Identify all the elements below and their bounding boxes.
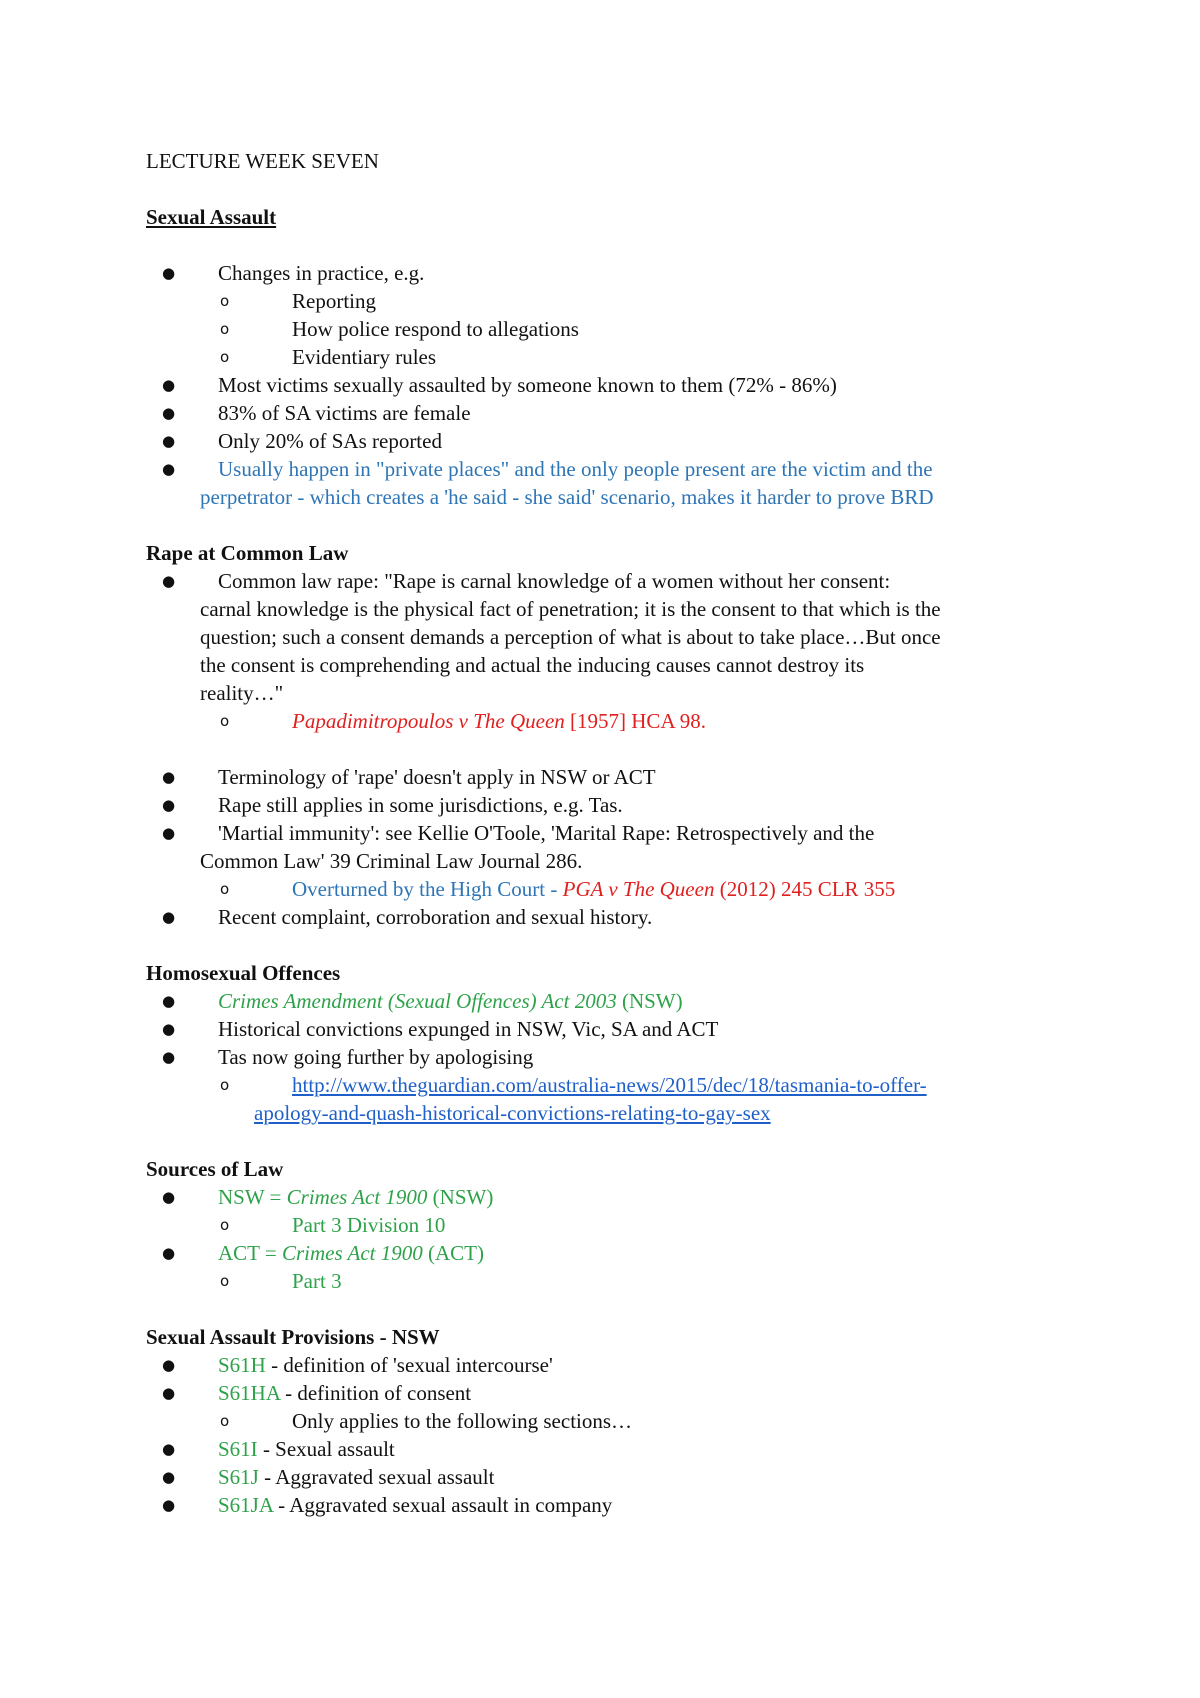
case-name: Papadimitropoulos v The Queen <box>292 709 565 733</box>
sub-list-item-link <box>146 1071 1086 1099</box>
circle-bullet-icon: o <box>220 1412 230 1430</box>
list-item: ● Changes in practice, e.g. <box>162 261 425 285</box>
circle-bullet-icon: o <box>220 1216 230 1234</box>
bullet-icon: ● <box>162 992 176 1010</box>
section-code: S61J <box>218 1465 259 1489</box>
circle-bullet-icon: o <box>220 880 230 898</box>
list-item: ● Common law rape: "Rape is carnal knowledge of a women without her consent: <box>162 569 891 593</box>
section-code: S61I <box>218 1437 258 1461</box>
bullet-icon: ● <box>162 376 176 394</box>
circle-bullet-icon: o <box>220 320 230 338</box>
circle-bullet-icon: o <box>220 292 230 310</box>
act-name: Crimes Act 1900 <box>281 1241 423 1265</box>
circle-bullet-icon: o <box>220 1076 230 1094</box>
list-item: ● Recent complaint, corroboration and sexual history. <box>162 905 653 929</box>
circle-bullet-icon: o <box>220 1272 230 1290</box>
circle-bullet-icon: o <box>220 712 230 730</box>
section-code: S61H <box>218 1353 266 1377</box>
list-item-continued: the consent is comprehending and actual the inducing causes cannot destroy its <box>200 653 865 677</box>
bullet-icon: ● <box>162 768 176 786</box>
section-heading-sources-of-law: Sources of Law <box>146 1157 284 1181</box>
list-item-continued: carnal knowledge is the physical fact of penetration; it is the consent to that which is the <box>200 597 941 621</box>
list-item-provision: ● S61JA - Aggravated sexual assault in company <box>162 1493 613 1517</box>
list-item-continued: question; such a consent demands a perception of what is about to take place…But once <box>200 625 941 649</box>
guardian-article-link-continued[interactable]: apology-and-quash-historical-convictions-relating-to-gay-sex <box>254 1101 771 1125</box>
case-citation: [1957] HCA 98. <box>564 709 706 733</box>
case-citation: (2012) 245 CLR 355 <box>714 877 896 901</box>
sub-list-item: o Only applies to the following sections… <box>220 1409 633 1433</box>
list-item: ● Tas now going further by apologising <box>162 1045 534 1069</box>
list-item: ● 'Martial immunity': see Kellie O'Toole, 'Marital Rape: Retrospectively and the <box>162 821 875 845</box>
document-title: LECTURE WEEK SEVEN <box>146 149 379 173</box>
bullet-icon: ● <box>162 404 176 422</box>
guardian-article-link[interactable]: http://www.theguardian.com/australia-news/2015/dec/18/tasmania-to-offer- <box>292 1073 927 1097</box>
section-code: S61HA <box>218 1381 280 1405</box>
sub-list-item: o Part 3 <box>220 1269 342 1293</box>
sub-list-item: o Part 3 Division 10 <box>220 1213 446 1237</box>
list-item-note-continued: perpetrator - which creates a 'he said - she said' scenario, makes it harder to prove BRD <box>200 485 934 509</box>
bullet-icon: ● <box>162 460 176 478</box>
list-item-note: ● Usually happen in "private places" and the only people present are the victim and the <box>162 457 933 481</box>
sub-list-item-case: o Overturned by the High Court - PGA v The Queen (2012) 245 CLR 355 <box>220 877 896 901</box>
section-heading-provisions-nsw: Sexual Assault Provisions - NSW <box>146 1325 440 1349</box>
list-item-continued: reality…" <box>200 681 284 705</box>
list-item-legislation: ● Crimes Amendment (Sexual Offences) Act 2003 (NSW) <box>162 989 683 1013</box>
sub-list-item-case <box>146 707 1086 735</box>
bullet-icon: ● <box>162 1356 176 1374</box>
bullet-icon: ● <box>162 1020 176 1038</box>
bullet-icon: ● <box>162 824 176 842</box>
bullet-icon: ● <box>162 1188 176 1206</box>
section-heading-homosexual-offences: Homosexual Offences <box>146 961 341 985</box>
list-item: ● Terminology of 'rape' doesn't apply in NSW or ACT <box>162 765 656 789</box>
bullet-icon: ● <box>162 1496 176 1514</box>
circle-bullet-icon: o <box>220 348 230 366</box>
act-name: Crimes Act 1900 <box>286 1185 428 1209</box>
document-page <box>146 147 1086 1519</box>
list-item: ● Most victims sexually assaulted by someone known to them (72% - 86%) <box>162 373 837 397</box>
list-item-legislation: ● NSW = Crimes Act 1900 (NSW) <box>162 1185 494 1209</box>
bullet-icon: ● <box>162 1440 176 1458</box>
list-item-continued: Common Law' 39 Criminal Law Journal 286. <box>200 849 583 873</box>
bullet-icon: ● <box>162 796 176 814</box>
sub-list-item: o Reporting <box>220 289 376 313</box>
bullet-icon: ● <box>162 432 176 450</box>
section-heading-rape-common-law: Rape at Common Law <box>146 541 349 565</box>
section-code: S61JA <box>218 1493 273 1517</box>
bullet-icon: ● <box>162 572 176 590</box>
act-name: Crimes Amendment (Sexual Offences) Act 2003 <box>218 989 617 1013</box>
bullet-icon: ● <box>162 1468 176 1486</box>
link-continued <box>146 1099 1086 1127</box>
bullet-icon: ● <box>162 1244 176 1262</box>
list-item: ● Rape still applies in some jurisdictions, e.g. Tas. <box>162 793 623 817</box>
list-item: ● Only 20% of SAs reported <box>162 429 442 453</box>
sub-list-item: o How police respond to allegations <box>220 317 579 341</box>
list-item: ● 83% of SA victims are female <box>162 401 471 425</box>
bullet-icon: ● <box>162 264 176 282</box>
bullet-icon: ● <box>162 908 176 926</box>
list-item-provision: ● S61J - Aggravated sexual assault <box>162 1465 495 1489</box>
sub-list-item: o Evidentiary rules <box>220 345 437 369</box>
section-heading-sexual-assault: Sexual Assault <box>146 205 277 229</box>
list-item-legislation: ● ACT = Crimes Act 1900 (ACT) <box>162 1241 484 1265</box>
case-name: PGA v The Queen <box>562 877 715 901</box>
bullet-icon: ● <box>162 1048 176 1066</box>
list-item-provision: ● S61H - definition of 'sexual intercourse' <box>162 1353 553 1377</box>
list-item-provision: ● S61HA - definition of consent <box>162 1381 472 1405</box>
list-item: ● Historical convictions expunged in NSW, Vic, SA and ACT <box>162 1017 719 1041</box>
bullet-icon: ● <box>162 1384 176 1402</box>
list-item-provision: ● S61I - Sexual assault <box>162 1437 395 1461</box>
